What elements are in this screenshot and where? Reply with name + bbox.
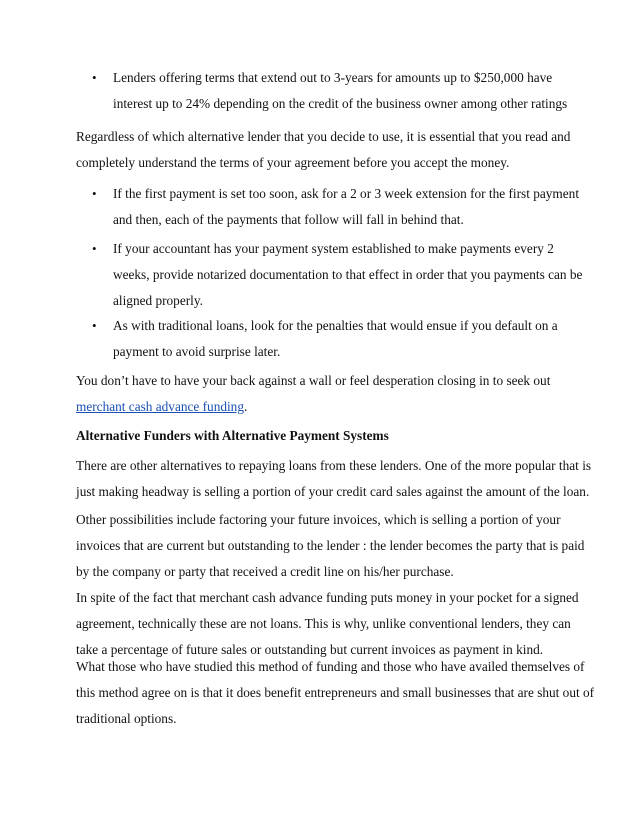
text-line: If the first payment is set too soon, ask for a 2 or 3 week extension for the first payment bbox=[113, 186, 580, 201]
text-line: and then, each of the payments that follow will fall in behind that. bbox=[113, 212, 464, 227]
bullet-item-penalties bbox=[92, 313, 573, 365]
text-line: Regardless of which alternative lender that you decide to use, it is essential that you read and bbox=[76, 129, 571, 144]
merchant-cash-advance-link[interactable]: merchant cash advance funding bbox=[76, 399, 244, 414]
bullet-icon: • bbox=[92, 241, 97, 256]
text-line: weeks, provide notarized documentation to that effect in order that you payments can be bbox=[113, 267, 583, 282]
bullet-icon: • bbox=[92, 318, 97, 333]
paragraph-regardless bbox=[76, 124, 576, 176]
text-line: take a percentage of future sales or outstanding but current invoices as payment in kind. bbox=[76, 642, 544, 657]
text-line: As with traditional loans, look for the penalties that would ensue if you default on a bbox=[113, 318, 558, 333]
paragraph-benefits bbox=[76, 654, 595, 732]
text-line: What those who have studied this method of funding and those who have availed themselves of bbox=[76, 659, 585, 674]
bullet-item-first-payment bbox=[92, 181, 580, 233]
text-line: agreement, technically these are not loans. This is why, unlike conventional lenders, they can bbox=[76, 616, 571, 631]
text-line bbox=[76, 394, 576, 420]
bullet-item-accountant bbox=[92, 236, 583, 314]
text-line: invoices that are current but outstanding to the lender : the lender becomes the party that is paid bbox=[76, 538, 585, 553]
text-line: In spite of the fact that merchant cash advance funding puts money in your pocket for a signed bbox=[76, 590, 579, 605]
text-line: completely understand the terms of your agreement before you accept the money. bbox=[76, 155, 510, 170]
text-line: by the company or party that received a credit line on his/her purchase. bbox=[76, 564, 454, 579]
text-line: interest up to 24% depending on the credit of the business owner among other ratings bbox=[113, 96, 568, 111]
bullet-icon: • bbox=[92, 70, 97, 85]
text-line: payment to avoid surprise later. bbox=[113, 344, 281, 359]
link-period: . bbox=[243, 399, 248, 414]
section-heading: Alternative Funders with Alternative Payment Systems bbox=[76, 428, 389, 443]
text-line: traditional options. bbox=[76, 711, 177, 726]
text-line: aligned properly. bbox=[113, 293, 203, 308]
text-line: There are other alternatives to repaying loans from these lenders. One of the more popular that is bbox=[76, 458, 592, 473]
text-line: Lenders offering terms that extend out to 3-years for amounts up to $250,000 have bbox=[113, 70, 553, 85]
paragraph-factoring bbox=[76, 507, 585, 585]
text-line: Other possibilities include factoring your future invoices, which is selling a portion of your bbox=[76, 512, 561, 527]
bullet-icon: • bbox=[92, 186, 97, 201]
bullet-item-lenders-terms bbox=[92, 65, 573, 117]
text-line: this method agree on is that it does benefit entrepreneurs and small businesses that are shut out of bbox=[76, 685, 595, 700]
text-line: You don’t have to have your back against a wall or feel desperation closing in to seek out bbox=[76, 373, 551, 388]
paragraph-desperation bbox=[76, 368, 576, 420]
paragraph-other-alternatives bbox=[76, 453, 592, 505]
paragraph-not-loans bbox=[76, 585, 579, 663]
text-line: just making headway is selling a portion of your credit card sales against the amount of the loan. bbox=[76, 484, 590, 499]
text-line: If your accountant has your payment system established to make payments every 2 bbox=[113, 241, 554, 256]
